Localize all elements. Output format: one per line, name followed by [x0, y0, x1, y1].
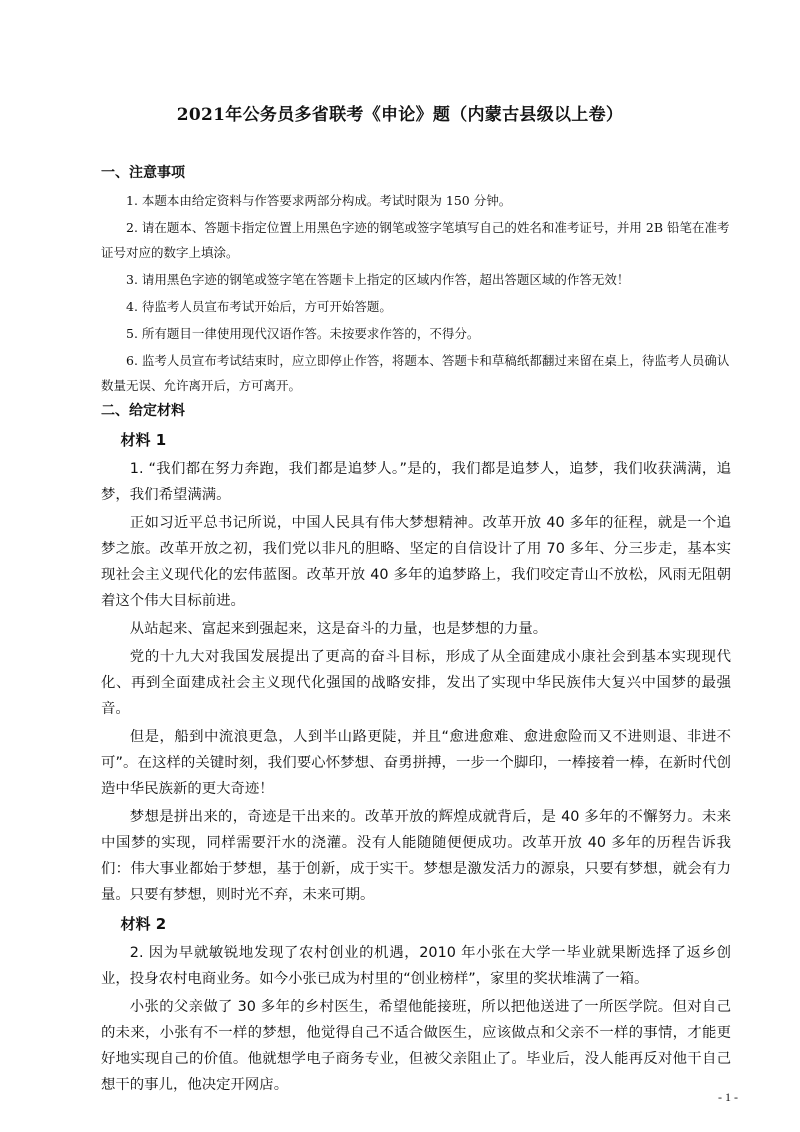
- section-heading-materials: 二、给定材料: [101, 403, 185, 419]
- material-2-heading: 材料 2: [120, 915, 167, 933]
- material-2-paragraph: 小张的父亲做了 30 多年的乡村医生，希望他能接班，所以把他送进了一所医学院。但对自己的未来，小张有不一样的梦想，他觉得自己不适合做医生，应该做点和父亲不一样的事情，才能更好地实现自己的价值。他就想学电子商务专业，但被父亲阻止了。毕业后，没人能再反对他干自己想干的事儿，他决定开网店。: [101, 999, 731, 1093]
- material-1-paragraph: 1. “我们都在努力奔跑，我们都是追梦人。”是的，我们都是追梦人，追梦，我们收获满满，追梦，我们希望满满。: [101, 461, 731, 503]
- material-1-paragraph: 梦想是拼出来的，奇迹是干出来的。改革开放的辉煌成就背后，是 40 多年的不懈努力。未来中国梦的实现，同样需要汗水的浇灌。没有人能随随便便成功。改革开放 40 多年的历程告诉我们：伟大事业都始于梦想，基于创新，成于实干。梦想是激发活力的源泉，只要有梦想，就会有力量。只要有梦想，则时光不弃，未来可期。: [101, 809, 731, 903]
- material-1-paragraph: 党的十九大对我国发展提出了更高的奋斗目标，形成了从全面建成小康社会到基本实现现代化、再到全面建成社会主义现代化强国的战略安排，发出了实现中华民族伟大复兴中国梦的最强音。: [101, 649, 731, 717]
- notice-item-1: 1. 本题本由给定资料与作答要求两部分构成。考试时限为 150 分钟。: [126, 193, 512, 208]
- document-body: [101, 160, 731, 1098]
- section-heading-notice: 一、注意事项: [101, 165, 185, 181]
- material-2-paragraph: 2. 因为早就敏锐地发现了农村创业的机遇，2010 年小张在大学一毕业就果断选择了返乡创业，投身农村电商业务。如今小张已成为村里的“创业榜样”，家里的奖状堆满了一箱。: [101, 945, 731, 987]
- material-1-paragraph: 从站起来、富起来到强起来，这是奋斗的力量，也是梦想的力量。: [129, 621, 548, 637]
- document-title: 2021年公务员多省联考《申论》题（内蒙古县级以上卷）: [176, 105, 624, 125]
- notice-item-4: 4. 待监考人员宣布考试开始后，方可开始答题。: [126, 299, 392, 314]
- material-1-paragraph: 但是，船到中流浪更急，人到半山路更陡，并且“愈进愈难、愈进愈险而又不进则退、非进不可”。在这样的关键时刻，我们要心怀梦想、奋勇拼搏，一步一个脚印，一棒接着一棒，在新时代创造中华民族新的更大奇迹！: [101, 729, 731, 797]
- notice-item-2: 2. 请在题本、答题卡指定位置上用黑色字迹的钢笔或签字笔填写自己的姓名和准考证号，并用 2B 铅笔在准考证号对应的数字上填涂。: [101, 220, 730, 260]
- material-1-paragraph: 正如习近平总书记所说，中国人民具有伟大梦想精神。改革开放 40 多年的征程，就是一个追梦之旅。改革开放之初，我们党以非凡的胆略、坚定的自信设计了用 70 多年、分三步走，基本实现社会主义现代化的宏伟蓝图。改革开放 40 多年的追梦路上，我们咬定青山不放松，风雨无阻朝着这个伟大目标前进。: [101, 515, 731, 609]
- notice-item-5: 5. 所有题目一律使用现代汉语作答。未按要求作答的，不得分。: [126, 326, 480, 341]
- notice-item-3: 3. 请用黑色字迹的钢笔或签字笔在答题卡上指定的区域内作答，超出答题区域的作答无效！: [126, 272, 630, 287]
- notice-item-6: 6. 监考人员宣布考试结束时，应立即停止作答，将题本、答题卡和草稿纸都翻过来留在桌上，待监考人员确认数量无误、允许离开后，方可离开。: [101, 353, 730, 393]
- page-number: - 1 -: [718, 1090, 738, 1104]
- material-1-heading: 材料 1: [120, 431, 167, 449]
